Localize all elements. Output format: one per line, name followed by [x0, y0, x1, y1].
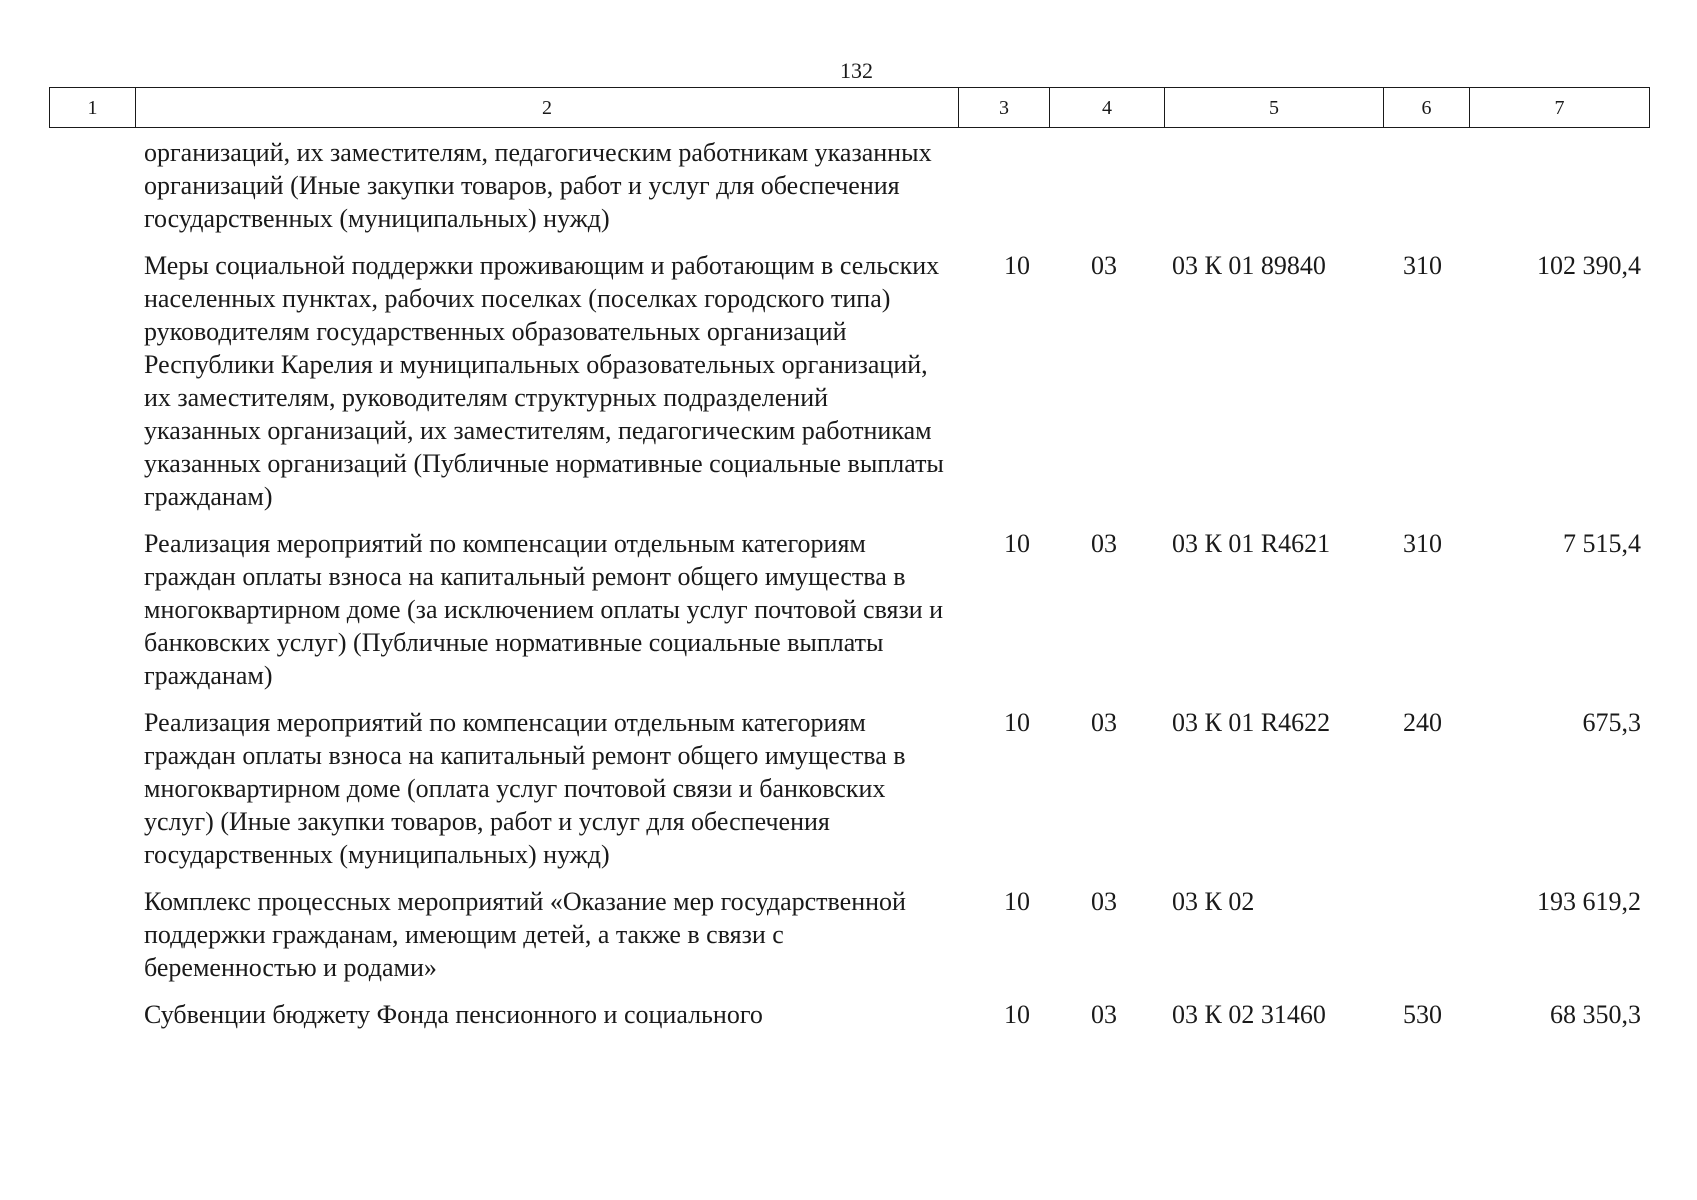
header-col-3: 3 — [959, 88, 1050, 128]
row-target-article: 03 К 01 R4621 — [1172, 529, 1331, 558]
header-col-1: 1 — [50, 88, 136, 128]
row-section: 10 — [1004, 529, 1030, 558]
table-row — [49, 885, 1649, 998]
budget-table — [49, 136, 1649, 1031]
row-target-article: 03 К 02 — [1172, 887, 1255, 916]
row-expense-type: 530 — [1403, 1000, 1442, 1029]
row-target-article: 03 К 01 R4622 — [1172, 708, 1331, 737]
row-target-article: 03 К 01 89840 — [1172, 251, 1326, 280]
row-expense-type — [1383, 885, 1469, 998]
table-row — [49, 136, 1649, 249]
table-row — [49, 249, 1649, 527]
row-target-article — [1164, 136, 1383, 249]
table-row — [49, 527, 1649, 706]
row-expense-type: 240 — [1403, 708, 1442, 737]
row-description: организаций, их заместителям, педагогическим работникам указанных организаций (Иные закупки товаров, работ и услуг для обеспечения государственных (муниципальных) нужд) — [144, 138, 932, 233]
row-amount: 68 350,3 — [1550, 1000, 1641, 1029]
table-row — [49, 998, 1649, 1031]
row-description: Комплекс процессных мероприятий «Оказание мер государственной поддержки гражданам, имеющим детей, а также в связи с беременностью и родами» — [144, 887, 906, 982]
row-amount: 675,3 — [1582, 708, 1641, 737]
header-col-5: 5 — [1165, 88, 1384, 128]
table-row — [49, 706, 1649, 885]
header-col-4: 4 — [1050, 88, 1165, 128]
header-col-7: 7 — [1470, 88, 1650, 128]
row-section: 10 — [1004, 251, 1030, 280]
row-description: Меры социальной поддержки проживающим и работающим в сельских населенных пунктах, рабочих поселках (поселках городского типа) руководителям государственных образовательных организаций Республики Карелия и муниципальных образовательных организаций, их заместителям, руководителям структурных подразделений указанных организаций, их заместителям, педагогическим работникам указанных организаций (Публичные нормативные социальные выплаты гражданам) — [144, 251, 944, 511]
page-number: 132 — [840, 58, 873, 83]
row-section — [958, 136, 1049, 249]
row-subsection: 03 — [1091, 529, 1117, 558]
row-subsection: 03 — [1091, 1000, 1117, 1029]
row-description: Реализация мероприятий по компенсации отдельным категориям граждан оплаты взноса на капитальный ремонт общего имущества в многоквартирном доме (оплата услуг почтовой связи и банковских услуг) (Иные закупки товаров, работ и услуг для обеспечения государственных (муниципальных) нужд) — [144, 708, 906, 869]
row-section: 10 — [1004, 1000, 1030, 1029]
row-section: 10 — [1004, 887, 1030, 916]
header-col-2: 2 — [136, 88, 959, 128]
row-expense-type — [1383, 136, 1469, 249]
row-amount: 102 390,4 — [1537, 251, 1641, 280]
row-amount: 193 619,2 — [1537, 887, 1641, 916]
row-expense-type: 310 — [1403, 251, 1442, 280]
row-subsection: 03 — [1091, 887, 1117, 916]
row-expense-type: 310 — [1403, 529, 1442, 558]
header-col-6: 6 — [1384, 88, 1470, 128]
column-number-header — [49, 87, 1650, 128]
row-description: Субвенции бюджету Фонда пенсионного и социального — [144, 1000, 763, 1029]
row-description: Реализация мероприятий по компенсации отдельным категориям граждан оплаты взноса на капитальный ремонт общего имущества в многоквартирном доме (за исключением оплаты услуг почтовой связи и банковских услуг) (Публичные нормативные социальные выплаты гражданам) — [144, 529, 944, 690]
row-subsection: 03 — [1091, 708, 1117, 737]
row-section: 10 — [1004, 708, 1030, 737]
row-amount: 7 515,4 — [1563, 529, 1641, 558]
row-subsection — [1049, 136, 1164, 249]
row-subsection: 03 — [1091, 251, 1117, 280]
row-amount — [1469, 136, 1649, 249]
row-target-article: 03 К 02 31460 — [1172, 1000, 1326, 1029]
